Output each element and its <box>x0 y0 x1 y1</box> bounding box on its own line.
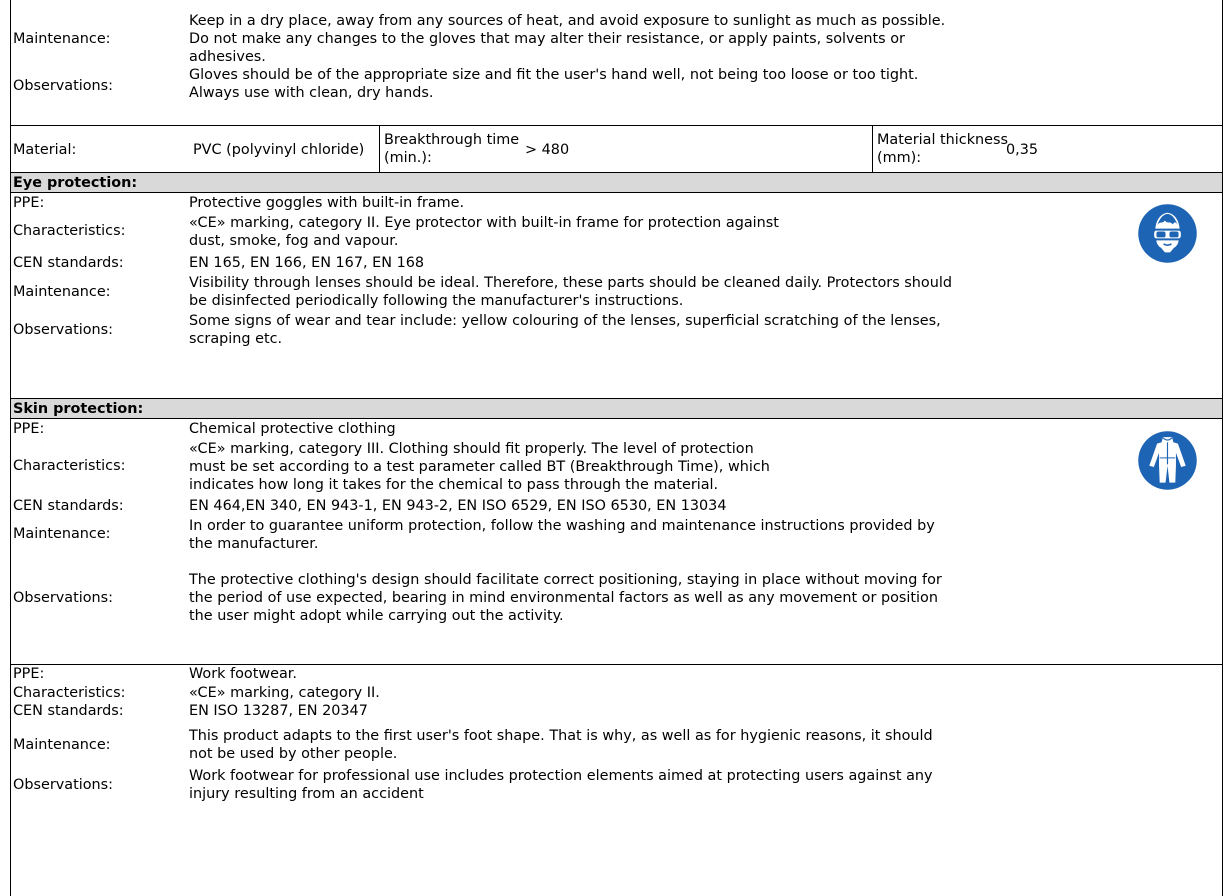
row-label: Observations: <box>13 590 113 606</box>
ppe-sheet <box>10 0 1223 896</box>
footwear-observations-row <box>11 765 1222 805</box>
row-value: EN ISO 13287, EN 20347 <box>189 703 368 719</box>
row-label: Characteristics: <box>13 458 126 474</box>
skin-observations-row <box>11 555 1222 643</box>
material-label-cell: Material: <box>13 142 77 158</box>
material-row <box>10 125 1223 173</box>
eye-protection-header <box>10 173 1223 193</box>
row-value: Visibility through lenses should be ideal. Therefore, these parts should be cleaned daily. Protectors should be disinfected periodically following the manufacturer's instructions. <box>189 275 952 309</box>
row-value: Protective goggles with built-in frame. <box>189 195 465 211</box>
row-value: Work footwear for professional use includes protection elements aimed at protecting users against any injury resulting from an accident <box>189 768 933 802</box>
row-value: EN 165, EN 166, EN 167, EN 168 <box>189 255 425 271</box>
row-label: Maintenance: <box>13 737 111 753</box>
row-label: PPE: <box>13 421 45 437</box>
footwear-characteristics-row <box>11 684 1222 702</box>
row-value: This product adapts to the first user's foot shape. That is why, as well as for hygienic reasons, it should not be used by other people. <box>189 728 933 762</box>
row-value: EN 464,EN 340, EN 943-1, EN 943-2, EN ISO 6529, EN ISO 6530, EN 13034 <box>189 498 727 514</box>
row-value: Keep in a dry place, away from any sources of heat, and avoid exposure to sunlight as much as possible. Do not make any changes to the gloves that may alter their resistance, or apply paints, solvents or adhesives. <box>189 13 946 65</box>
thickness-value-cell: 0,35 <box>1006 142 1039 158</box>
section-title: Skin protection: <box>13 401 144 417</box>
skin-cen-standards-row <box>11 495 1222 517</box>
eye-maintenance-row <box>11 273 1222 311</box>
row-label: CEN standards: <box>13 255 124 271</box>
skin-characteristics-row <box>11 438 1222 495</box>
footwear-maintenance-row <box>11 721 1222 765</box>
eye-characteristics-row <box>11 212 1222 252</box>
row-label: Observations: <box>13 78 113 94</box>
section-title: Eye protection: <box>13 175 138 191</box>
material-value-cell: PVC (polyvinyl chloride) <box>193 142 365 158</box>
row-value: «CE» marking, category II. Eye protector with built-in frame for protection against dust, smoke, fog and vapour. <box>189 215 779 249</box>
goggles-mandatory-icon <box>1135 201 1200 266</box>
gloves-block <box>10 0 1223 125</box>
row-value: Chemical protective clothing <box>189 421 396 437</box>
coverall-mandatory-icon <box>1135 428 1200 493</box>
eye-cen-standards-row <box>11 252 1222 273</box>
footwear-ppe-row <box>11 665 1222 684</box>
row-value: «CE» marking, category III. Clothing should fit properly. The level of protection must be set according to a test parameter called BT (Breakthrough Time), which indicates how long it takes for the chemical to pass through the material. <box>189 441 770 493</box>
breakthrough-label-cell: Breakthrough time (min.): <box>379 126 509 174</box>
footwear-block <box>10 664 1223 896</box>
row-value: The protective clothing's design should facilitate correct positioning, staying in place without moving for the period of use expected, bearing in mind environmental factors as well as any movement or position the user might adopt while carrying out the activity. <box>189 572 942 624</box>
gloves-maintenance-row <box>11 12 1222 66</box>
row-label: Maintenance: <box>13 526 111 542</box>
row-label: Characteristics: <box>13 223 126 239</box>
row-value: In order to guarantee uniform protection, follow the washing and maintenance instructions provided by the manufacturer. <box>189 518 935 552</box>
skin-protection-header <box>10 398 1223 419</box>
eye-protection-block <box>10 193 1223 398</box>
row-label: Observations: <box>13 777 113 793</box>
eye-ppe-row <box>11 193 1222 212</box>
thickness-label-cell: Material thickness (mm): <box>872 126 1006 174</box>
row-label: PPE: <box>13 195 45 211</box>
row-label: Observations: <box>13 322 113 338</box>
footwear-cen-standards-row <box>11 702 1222 721</box>
row-label: Characteristics: <box>13 685 126 701</box>
skin-protection-block <box>10 419 1223 664</box>
skin-maintenance-row <box>11 517 1222 555</box>
row-label: Maintenance: <box>13 284 111 300</box>
row-value: «CE» marking, category II. <box>189 685 380 701</box>
row-value: Gloves should be of the appropriate size and fit the user's hand well, not being too loose or too tight. Always use with clean, dry hands. <box>189 67 919 101</box>
row-value: Work footwear. <box>189 666 297 682</box>
row-label: CEN standards: <box>13 498 124 514</box>
skin-ppe-row <box>11 419 1222 438</box>
gloves-observations-row <box>11 66 1222 104</box>
row-label: PPE: <box>13 666 45 682</box>
row-label: Maintenance: <box>13 31 111 47</box>
breakthrough-value-cell: > 480 <box>525 142 570 158</box>
eye-observations-row <box>11 311 1222 349</box>
row-label: CEN standards: <box>13 703 124 719</box>
row-value: Some signs of wear and tear include: yellow colouring of the lenses, superficial scratching of the lenses, scraping etc. <box>189 313 941 347</box>
